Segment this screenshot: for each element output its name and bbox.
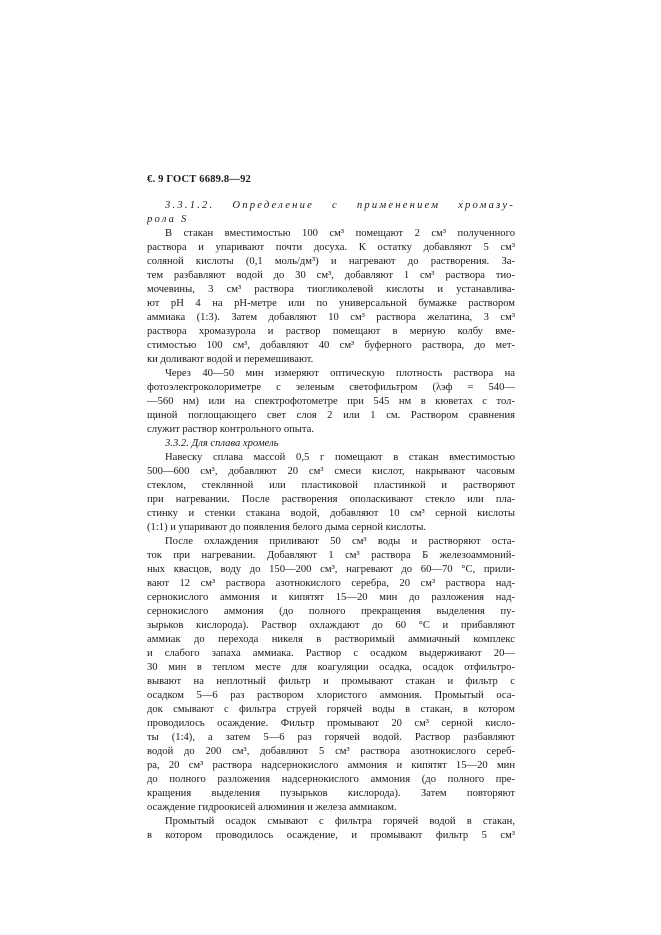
text-line: раствора и упаривают почти досуха. К остатку добавляют 5 см³ bbox=[147, 242, 515, 253]
text-line: Через 40—50 мин измеряют оптическую плотность раствора на bbox=[165, 368, 515, 379]
text-line: Навеску сплава массой 0,5 г помещают в стакан вместимостью bbox=[165, 452, 515, 463]
text-line: ки доливают водой и перемешивают. bbox=[147, 354, 314, 365]
text-line: 30 мин в теплом месте для коагуляции осадка, осадок отфильтро- bbox=[147, 662, 515, 673]
text-line: ра, 20 см³ раствора надсернокислого аммония и кипятят 15—20 мин bbox=[147, 760, 515, 771]
section-heading-cont: рола S bbox=[147, 214, 189, 225]
text-line: щиной поглощающего свет слоя 2 или 1 см. Раствором сравнения bbox=[147, 410, 515, 421]
text-line: мочевины, 3 см³ раствора тиогликолевой кислоты и устанавлива- bbox=[147, 284, 515, 295]
text-line: сернокислого аммония (до полного прекращения выделения пу- bbox=[147, 606, 515, 617]
document-body bbox=[147, 199, 515, 843]
text-line: Промытый осадок смывают с фильтра горячей водой в стакан, bbox=[165, 816, 515, 827]
text-line: стимостью 100 см³, добавляют 40 см³ буферного раствора, до мет- bbox=[147, 340, 515, 351]
text-line: стеклом, стеклянной или пластиковой пластинкой и растворяют bbox=[147, 480, 515, 491]
text-line: В стакан вместимостью 100 см³ помещают 2 см³ полученного bbox=[165, 228, 515, 239]
text-line: (1:1) и упаривают до появления белого дыма серной кислоты. bbox=[147, 522, 427, 533]
text-line: вают 12 см³ раствора азотнокислого серебра, 20 см³ раствора над- bbox=[147, 578, 515, 589]
text-line: кращения выделения пузырьков кислорода). Затем повторяют bbox=[147, 788, 515, 799]
text-line: и слабого запаха аммиака. Раствор с осадком выдерживают 20— bbox=[147, 648, 515, 659]
text-line: в котором проводилось осаждение, и промывают фильтр 5 см³ bbox=[147, 830, 515, 841]
text-line: тем разбавляют водой до 30 см³, добавляют 1 см³ раствора тио- bbox=[147, 270, 515, 281]
text-line: фотоэлектроколориметре с зеленым светофильтром (λэф = 540— bbox=[147, 382, 515, 393]
section-heading: 3.3.1.2. Определение с применением хромазу- bbox=[165, 200, 515, 211]
text-line: аммиака (1:3). Затем добавляют 10 см³ раствора желатина, 3 см³ bbox=[147, 312, 515, 323]
text-line: зырьков кислорода). Раствор охлаждают до 60 °С и прибавляют bbox=[147, 620, 515, 631]
text-line: раствора хромазурола и раствор помещают в мерную колбу вме- bbox=[147, 326, 515, 337]
text-line: соляной кислоты (0,1 моль/дм³) и нагревают до растворения. За- bbox=[147, 256, 515, 267]
subsection-heading: 3.3.2. Для сплава хромель bbox=[165, 438, 279, 449]
text-line: сернокислого аммония и кипятят 15—20 мин до разложения над- bbox=[147, 592, 515, 603]
text-line: осадком 5—6 раз раствором хлористого аммония. Промытый оса- bbox=[147, 690, 515, 701]
text-line: осаждение гидроокисей алюминия и железа аммиаком. bbox=[147, 802, 397, 813]
text-line: ют pH 4 на pH-метре или по универсальной бумажке раствором bbox=[147, 298, 515, 309]
page-header: €. 9 ГОСТ 6689.8—92 bbox=[147, 174, 251, 185]
text-line: 500—600 см³, добавляют 20 см³ смеси кислот, накрывают часовым bbox=[147, 466, 515, 477]
text-line: —560 нм) или на спектрофотометре при 545 нм в кюветах с тол- bbox=[147, 396, 515, 407]
text-line: проводилось осаждение. Фильтр промывают 20 см³ серной кисло- bbox=[147, 718, 515, 729]
text-line: ты (1:4), а затем 5—6 раз горячей водой. Раствор разбавляют bbox=[147, 732, 515, 743]
text-line: стинку и стенки стакана водой, добавляют 10 см³ серной кислоты bbox=[147, 508, 515, 519]
text-line: служит раствор контрольного опыта. bbox=[147, 424, 315, 435]
text-line: док смывают с фильтра струей горячей воды в стакан, в котором bbox=[147, 704, 515, 715]
text-line: водой до 200 см³, добавляют 5 см³ раствора азотнокислого сереб- bbox=[147, 746, 515, 757]
text-line: при нагревании. После растворения ополаскивают стекло или пла- bbox=[147, 494, 515, 505]
text-line: ных квасцов, воду до 150—200 см³, нагревают до 60—70 °С, прили- bbox=[147, 564, 515, 575]
text-line: вывают на неплотный фильтр и промывают стакан и фильтр с bbox=[147, 676, 515, 687]
text-line: аммиак до перехода никеля в растворимый аммиачный комплекс bbox=[147, 634, 515, 645]
text-line: ток при нагревании. Добавляют 1 см³ раствора Б железоаммоний- bbox=[147, 550, 515, 561]
text-line: до полного разложения надсернокислого аммония (до полного пре- bbox=[147, 774, 515, 785]
text-line: После охлаждения приливают 50 см³ воды и растворяют остa- bbox=[165, 536, 515, 547]
